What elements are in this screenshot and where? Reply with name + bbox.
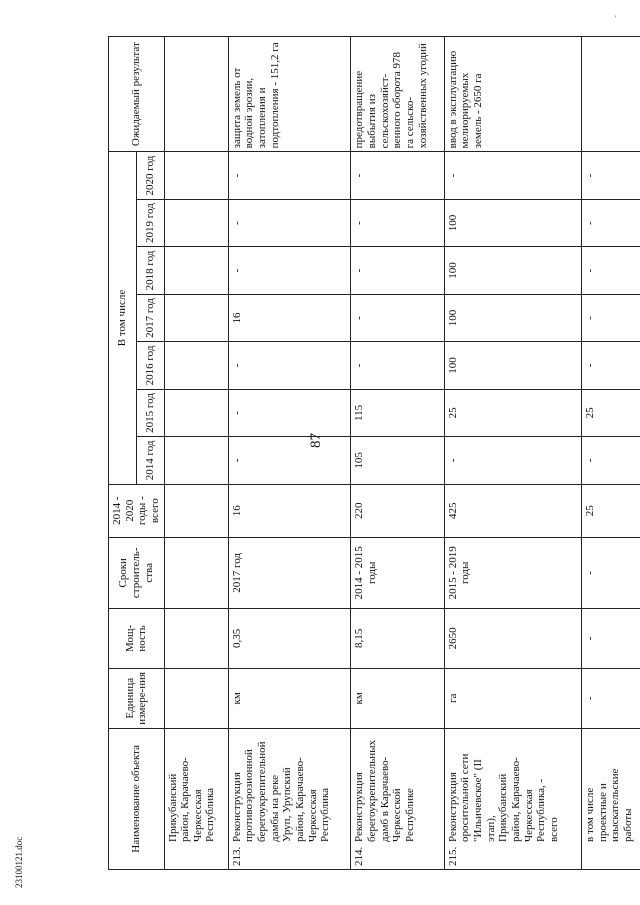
cell-result: защита земель от водной эрозии, затопления и подтопления - 151,2 га [228,37,351,152]
cell-total [164,484,228,537]
cell-year: - [351,294,444,341]
cell-result: предотвращение выбытия из сельскохозяйст-венного оборота 978 га сельско-хозяйственных угодий [351,37,444,152]
cell-unit: км [228,668,351,728]
corner-mark: ' [614,14,616,23]
cell-name [228,728,351,869]
cell-year: - [582,437,640,484]
cell-year: - [351,247,444,294]
cell-year: - [444,152,581,199]
header-terms: Сроки строитель-ства [109,537,165,608]
row-number: 214. [353,846,366,866]
row-number: 215. [446,846,459,866]
cell-year: 105 [351,437,444,484]
cell-year: 16 [228,294,351,341]
cell-year: - [351,199,444,246]
header-year: 2015 год [136,389,164,436]
header-year: 2016 год [136,342,164,389]
cell-year [164,152,228,199]
cell-year: - [582,152,640,199]
row-number: 213. [230,846,243,866]
cell-year: 100 [444,247,581,294]
cell-year: - [582,247,640,294]
object-name: Реконструкция оросительной сети "Ильичевское" (II этап), Прикубанский район, Карачаево-Черкесская Республика, - всего [446,753,560,842]
object-name: Прикубанский район, Карачаево-Черкесская Республика [166,757,217,842]
cell-year: - [351,152,444,199]
cell-year: 100 [444,342,581,389]
cell-year: - [582,199,640,246]
cell-year: - [228,152,351,199]
cell-name [582,728,640,869]
header-total: 2014 - 2020 годы - всего [109,484,165,537]
cell-year [164,437,228,484]
construction-table [108,36,640,870]
cell-year: - [228,342,351,389]
cell-result [582,37,640,152]
cell-year: - [582,294,640,341]
cell-year: - [351,342,444,389]
cell-name [351,728,444,869]
header-year: 2020 год [136,152,164,199]
cell-unit: - [582,668,640,728]
cell-capacity: 8,15 [351,608,444,668]
cell-year: - [582,342,640,389]
header-year: 2014 год [136,437,164,484]
table-row [351,37,444,870]
cell-capacity: 2650 [444,608,581,668]
cell-total: 25 [582,484,640,537]
table-body [164,37,640,870]
header-name: Наименование объекта [109,728,165,869]
header-year: 2019 год [136,199,164,246]
header-year: 2017 год [136,294,164,341]
cell-unit: га [444,668,581,728]
cell-year: 115 [351,389,444,436]
cell-terms: 2015 - 2019 годы [444,537,581,608]
cell-total: 220 [351,484,444,537]
document-table-container [108,36,634,870]
footer-filename: 23100121.doc [14,836,24,888]
table-row [444,37,581,870]
cell-total: 425 [444,484,581,537]
cell-year [164,342,228,389]
cell-year [164,389,228,436]
cell-year [164,199,228,246]
cell-year: - [228,247,351,294]
cell-terms: 2017 год [228,537,351,608]
header-capacity: Мощ-ность [109,608,165,668]
cell-year: - [228,389,351,436]
cell-year: 25 [444,389,581,436]
cell-year: 100 [444,199,581,246]
cell-capacity: 0,35 [228,608,351,668]
header-result: Ожидаемый результат [109,37,165,152]
cell-year: - [228,199,351,246]
cell-capacity [164,608,228,668]
header-year: 2018 год [136,247,164,294]
cell-result [164,37,228,152]
cell-capacity: - [582,608,640,668]
header-unit: Единица измере-ния [109,668,165,728]
cell-year: - [228,437,351,484]
table-row [582,37,640,870]
cell-unit: км [351,668,444,728]
object-name: Реконструкция берегоукрепительных дамб в Карачаево-Черкесской Республике [353,739,416,842]
cell-terms [164,537,228,608]
cell-year [164,247,228,294]
cell-year: 100 [444,294,581,341]
cell-year: - [444,437,581,484]
object-name: в том числе проектные и изыскательские работы [584,768,634,842]
object-name: Реконструкция противоэрозионной берегоукрепительной дамбы на реке Уруп, Урупский район, Карачаево-Черкесская Республика [230,741,332,842]
table-row [228,37,351,870]
cell-name [444,728,581,869]
cell-terms: - [582,537,640,608]
cell-year: 25 [582,389,640,436]
cell-terms: 2014 - 2015 годы [351,537,444,608]
header-group: В том числе [109,152,137,484]
page-number: 87 [308,433,324,448]
cell-name [164,728,228,869]
cell-year [164,294,228,341]
cell-total: 16 [228,484,351,537]
table-row [164,37,228,870]
cell-result: ввод в эксплуатацию мелиорируемых земель - 2650 га [444,37,581,152]
cell-unit [164,668,228,728]
